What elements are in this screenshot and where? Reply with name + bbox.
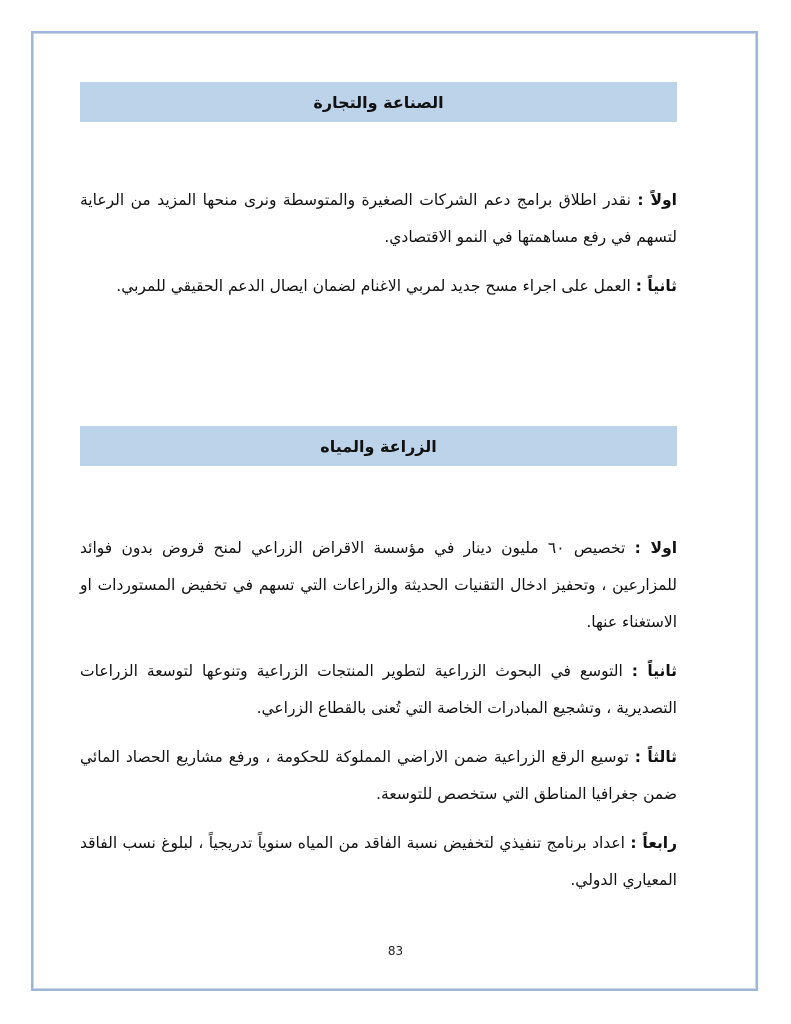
section-header: الصناعة والتجارة [80,82,677,122]
paragraph-lead: اولا : [634,539,678,557]
paragraph [80,182,677,256]
paragraph-list [80,182,677,305]
paragraph-lead: ثانياً : [635,277,677,295]
section-industry-trade [80,82,677,317]
section-agriculture-water [80,426,677,911]
paragraph-text: العمل على اجراء مسح جديد لمربي الاغنام لضمان ايصال الدعم الحقيقي للمربي. [116,277,636,295]
paragraph-lead: رابعاً : [630,834,677,852]
paragraph-lead: اولاً : [637,191,677,209]
page-number: 83 [387,944,404,958]
paragraph [80,825,677,899]
paragraph-lead: ثانياً : [631,662,677,680]
paragraph-lead: ثالثاً : [634,748,678,766]
paragraph-text: التوسع في البحوث الزراعية لتطوير المنتجات الزراعية وتنوعها لتوسعة الزراعات التصديرية ، وتشجيع المبادرات الخاصة التي تُعنى بالقطاع الزراعي. [80,662,677,717]
paragraph-text: اعداد برنامج تنفيذي لتخفيض نسبة الفاقد من المياه سنوياً تدريجياً ، لبلوغ نسب الفاقد المعياري الدولي. [80,834,677,889]
paragraph [80,268,677,305]
paragraph [80,530,677,641]
paragraph [80,739,677,813]
paragraph-list [80,530,677,899]
paragraph-text: نقدر اطلاق برامج دعم الشركات الصغيرة والمتوسطة ونرى منحها المزيد من الرعاية لتسهم في رفع مساهمتها في النمو الاقتصادي. [80,191,677,246]
section-header: الزراعة والمياه [80,426,677,466]
paragraph-text: تخصيص ٦٠ مليون دينار في مؤسسة الاقراض الزراعي لمنح قروض بدون فوائد للمزارعين ، وتحفيز ادخال التقنيات الحديثة والزراعات التي تسهم في تخفيض المستوردات او الاستغناء عنها. [80,539,677,631]
paragraph [80,653,677,727]
paragraph-text: توسيع الرقع الزراعية ضمن الاراضي المملوكة للحكومة ، ورفع مشاريع الحصاد المائي ضمن جغرافيا المناطق التي ستخصص للتوسعة. [80,748,677,803]
